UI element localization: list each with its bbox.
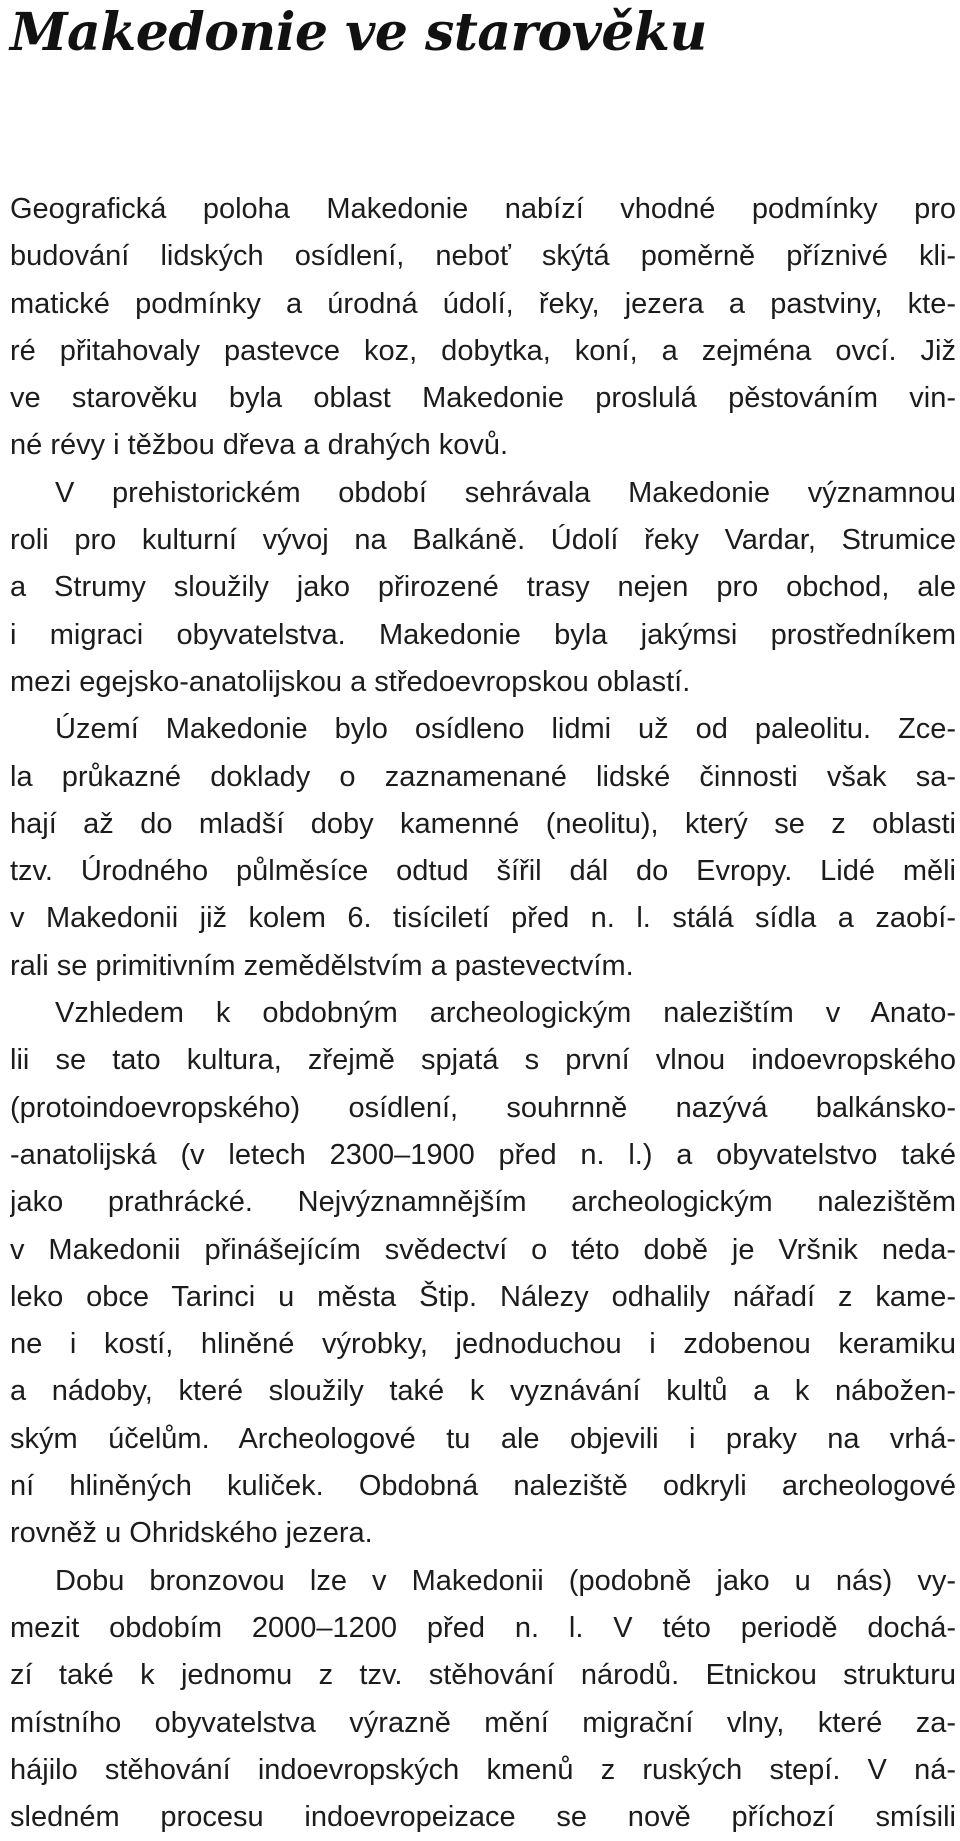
text-line: v Makedonii již kolem 6. tisíciletí před n. l. stálá sídla a zaobí-: [10, 902, 956, 935]
text-line: budování lidských osídlení, neboť skýtá poměrně příznivé kli-: [10, 240, 956, 273]
text-line: ní hliněných kuliček. Obdobná naleziště odkryli archeologové: [10, 1470, 956, 1503]
body-text: [10, 186, 956, 1841]
text-line: -anatolijská (v letech 2300–1900 před n. l.) a obyvatelstvo také: [10, 1138, 956, 1171]
text-line: Dobu bronzovou lze v Makedonii (podobně jako u nás) vy-: [55, 1564, 956, 1597]
text-line: Geografická poloha Makedonie nabízí vhodné podmínky pro: [10, 193, 956, 225]
text-line: (protoindoevropského) osídlení, souhrnně nazývá balkánsko-: [10, 1091, 956, 1124]
text-line: jako prathrácké. Nejvýznamnějším archeologickým nalezištěm: [10, 1186, 956, 1219]
text-line: ským účelům. Archeologové tu ale objevili i praky na vrhá-: [10, 1422, 956, 1455]
text-line: sledném procesu indoevropeizace se nově příchozí smísili: [10, 1801, 956, 1834]
text-line: hají až do mladší doby kamenné (neolitu), který se z oblasti: [10, 807, 956, 840]
text-line: tzv. Úrodného půlměsíce odtud šířil dál do Evropy. Lidé měli: [10, 855, 956, 888]
text-line: rovněž u Ohridského jezera.: [10, 1517, 373, 1550]
text-line: ré přitahovaly pastevce koz, dobytka, koní, a zejména ovcí. Již: [10, 334, 956, 367]
text-line: roli pro kulturní vývoj na Balkáně. Údolí řeky Vardar, Strumice: [10, 524, 956, 557]
text-line: a Strumy sloužily jako přirozené trasy nejen pro obchod, ale: [10, 571, 956, 604]
page-title: Makedonie ve starověku: [10, 2, 707, 63]
text-line: v Makedonii přinášejícím svědectví o této době je Vršnik neda-: [10, 1233, 956, 1266]
text-line: i migraci obyvatelstva. Makedonie byla jakýmsi prostředníkem: [10, 618, 956, 651]
text-line: lii se tato kultura, zřejmě spjatá s první vlnou indoevropského: [10, 1044, 956, 1077]
text-line: a nádoby, které sloužily také k vyznávání kultů a k nábožen-: [10, 1375, 956, 1408]
text-line: místního obyvatelstva výrazně mění migrační vlny, které za-: [10, 1706, 956, 1739]
text-line: né révy i těžbou dřeva a drahých kovů.: [10, 429, 509, 462]
text-line: matické podmínky a úrodná údolí, řeky, jezera a pastviny, kte-: [10, 287, 956, 320]
text-line: rali se primitivním zemědělstvím a pastevectvím.: [10, 949, 634, 982]
text-line: mezit obdobím 2000–1200 před n. l. V této periodě dochá-: [10, 1611, 956, 1644]
text-line: ve starověku byla oblast Makedonie proslulá pěstováním vin-: [10, 382, 956, 415]
text-line: zí také k jednomu z tzv. stěhování národů. Etnickou strukturu: [10, 1659, 956, 1692]
text-line: Vzhledem k obdobným archeologickým nalezištím v Anato-: [55, 997, 956, 1030]
text-line: Území Makedonie bylo osídleno lidmi už od paleolitu. Zce-: [55, 713, 956, 746]
text-line: la průkazné doklady o zaznamenané lidské činnosti však sa-: [10, 760, 956, 793]
text-line: ne i kostí, hliněné výrobky, jednoduchou i zdobenou keramiku: [10, 1328, 956, 1361]
text-line: leko obce Tarinci u města Štip. Nálezy odhalily nářadí z kame-: [10, 1280, 956, 1313]
text-line: hájilo stěhování indoevropských kmenů z ruských stepí. V ná-: [10, 1753, 956, 1786]
text-line: V prehistorickém období sehrávala Makedonie významnou: [55, 476, 956, 509]
text-line: mezi egejsko-anatolijskou a středoevropskou oblastí.: [10, 665, 691, 698]
